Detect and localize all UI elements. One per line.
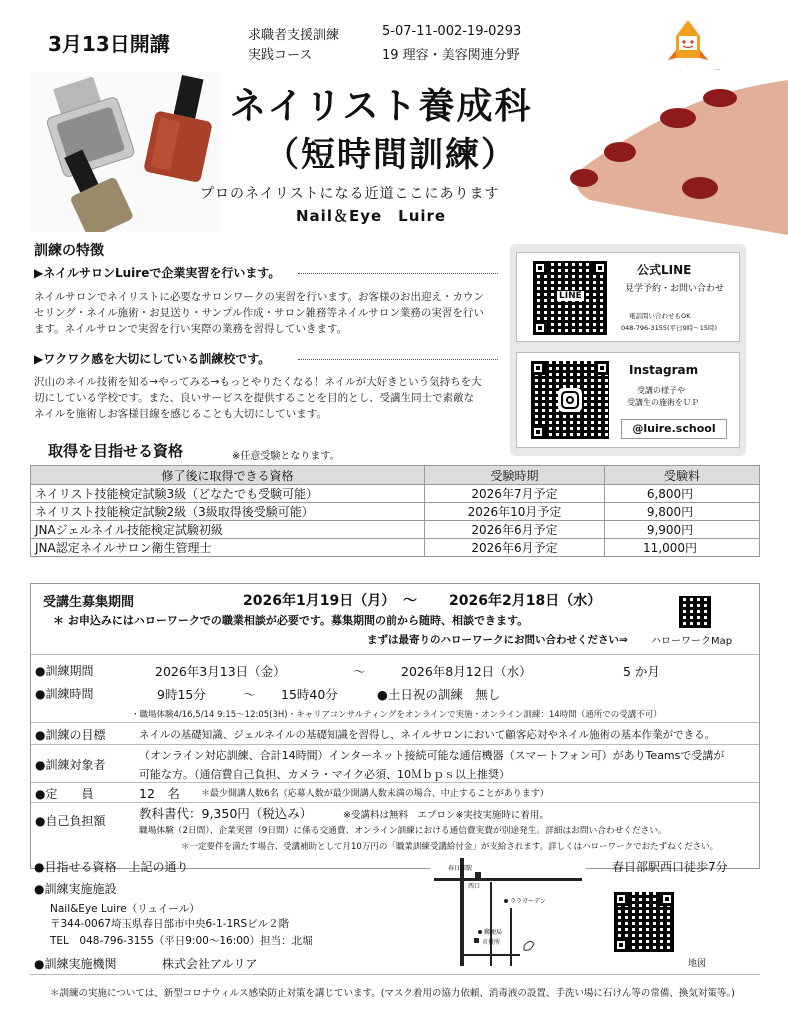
line-card <box>516 252 740 342</box>
station-access: 春日部駅西口徒歩7分 <box>612 860 728 874</box>
instagram-icon <box>558 388 582 412</box>
table-header-row <box>31 466 760 485</box>
page-title: ネイリスト養成科 <box>230 86 533 127</box>
instagram-desc-2: 受講生の施術をＵＰ <box>627 398 699 407</box>
dotted-divider <box>298 273 498 274</box>
map-label-city-hall: 市役所 <box>482 939 501 946</box>
exam-fee: 11,000円 <box>605 539 760 557</box>
recruit-period-end: 2026年2月18日（水） <box>449 593 602 609</box>
line-note: 電話問い合わせもOK <box>629 312 691 320</box>
exam-period: 2026年7月予定 <box>425 485 605 503</box>
training-period-end: 2026年8月12日（水） <box>401 664 532 679</box>
brand-name: Nail＆Eye Luire <box>296 207 447 225</box>
training-hours-note: ・職場体験4/16,5/14 9:15〜12:05(3H)・キャリアコンサルティングをオンラインで実施・オンライン訓練：14時間（通所での受講不可） <box>131 710 662 720</box>
map-caption: 地図 <box>688 959 707 969</box>
table-row <box>31 485 760 503</box>
table-row <box>31 521 760 539</box>
facility-name: Nail&Eye Luire（リュイール） <box>50 903 200 915</box>
location-map <box>430 858 586 966</box>
weekend-training: ●土日祝の訓練 無し <box>377 687 501 702</box>
cost-note-3: ＊一定要件を満たす場合、受講補助として月10万円の「職業訓練受講給付金」が支給されます。詳しくはハローワークでおたずねください。 <box>181 842 719 852</box>
map-label-lalagarden: ララガーデン <box>510 898 546 905</box>
course-label: 実践コース <box>248 48 313 63</box>
cert-name: JNAジェルネイル技能検定試験初級 <box>31 521 425 539</box>
training-hours-label: ●訓練時間 <box>35 687 94 701</box>
feature-text-line: 切にしている学校です。また、良いサービスを提供することを目的とし、受講生同士で素敵な <box>34 392 475 404</box>
organization-name: 株式会社アルリア <box>162 957 258 971</box>
footer-divider <box>30 974 760 975</box>
cost-note-1: ※受講料は無料 エプロン※実技実施時に着用。 <box>343 810 549 821</box>
row-divider <box>31 782 759 783</box>
cert-name: ネイリスト技能検定試験3級（どなたでも受験可能） <box>31 485 425 503</box>
exam-period: 2026年6月予定 <box>425 521 605 539</box>
facility-address: 〒344-0067埼玉県春日部市中央6-1-1RSビル２階 <box>50 918 290 930</box>
footer-note: ＊訓練の実施については、新型コロナウィルス感染防止対策を講じています。(マスク着用の協力依頼、消毒液の設置、手洗い場に石けん等の常備、換気対策等。) <box>50 988 735 999</box>
cost-value: 教科書代：9,350円（税込み） <box>139 806 313 821</box>
hello-training-logo <box>648 18 728 76</box>
aim-qualification: ●目指せる資格 上記の通り <box>34 860 189 874</box>
instagram-qr-code[interactable] <box>531 361 609 439</box>
training-code: 5-07-11-002-19-0293 <box>382 24 522 39</box>
table-row <box>31 539 760 557</box>
training-hours-tilde: 〜 <box>243 687 256 702</box>
cost-note-2: 職場体験（2日間）、企業実習（9日間）に係る交通費、オンライン訓練における通信費実費が別途発生。詳細はお問い合わせください。 <box>139 826 667 836</box>
qualifications-section-title: 取得を目指せる資格 <box>48 442 184 460</box>
training-period-label: ●訓練期間 <box>35 664 94 678</box>
row-divider <box>31 744 759 745</box>
cert-name: ネイリスト技能検定試験2級（3級取得後受験可能） <box>31 503 425 521</box>
exam-fee: 9,800円 <box>605 503 760 521</box>
instagram-handle[interactable]: @luire.school <box>621 419 727 439</box>
hellowork-map-link[interactable]: ハローワークMap <box>651 636 733 647</box>
map-label-west-exit: 西口 <box>468 883 481 890</box>
qualifications-table <box>30 465 760 557</box>
recruit-period-tilde: 〜 <box>403 593 417 609</box>
hellowork-map-qr-code[interactable] <box>679 596 711 628</box>
feature-text-line: 沢山のネイル技術を知る→やってみる→もっとやりたくなる！ネイルが大好きという気持ちを大 <box>34 376 482 388</box>
map-label-station: 春日部駅 <box>448 865 473 872</box>
training-target-line-1: （オンライン対応訓練、合計14時間）インターネット接続可能な通信機器（スマートフォン可）がありTeamsで受講が <box>139 749 725 762</box>
training-period-tilde: 〜 <box>353 664 366 679</box>
page-title-sub: （短時間訓練） <box>265 135 517 175</box>
organization-label: ●訓練実施機関 <box>34 957 117 971</box>
exam-period: 2026年6月予定 <box>425 539 605 557</box>
training-goal-text: ネイルの基礎知識、ジェルネイルの基礎知識を習得し、ネイルサロンにおいて顧客応対やネイル施術の基本作業ができる。 <box>139 729 716 741</box>
line-title: 公式LINE <box>637 263 692 277</box>
line-qr-label: LINE <box>559 291 582 301</box>
recruit-period-start: 2026年1月19日（月） <box>243 593 396 609</box>
line-qr-code[interactable] <box>533 261 607 335</box>
capacity-label: ●定 員 <box>35 787 94 801</box>
tagline: プロのネイリストになる近道ここにあります <box>200 186 500 202</box>
nail-polish-bottles-image <box>30 72 220 232</box>
map-label-post-office: 郵便局 <box>484 929 503 936</box>
row-divider <box>31 722 759 723</box>
feature-text-line: ます。ネイルサロンで実習を行い実際の業務を習得していきます。 <box>34 323 348 335</box>
training-hours-start: 9時15分 <box>157 687 206 702</box>
map-qr-code[interactable] <box>614 892 674 952</box>
column-header: 修了後に取得できる資格 <box>31 466 425 485</box>
row-divider <box>31 654 759 655</box>
cert-name: JNA認定ネイルサロン衛生管理士 <box>31 539 425 557</box>
hand-red-nails-image <box>560 70 788 240</box>
recruitment-box <box>30 583 760 869</box>
course-field: 19 理容・美容関連分野 <box>382 48 520 63</box>
training-hours-end: 15時40分 <box>281 687 338 702</box>
column-header: 受験時期 <box>425 466 605 485</box>
exam-fee: 6,800円 <box>605 485 760 503</box>
exam-period: 2026年10月予定 <box>425 503 605 521</box>
instagram-title: Instagram <box>629 363 699 377</box>
line-desc: 見学予約・お問い合わせ <box>625 284 725 294</box>
recruit-period-label: 受講生募集期間 <box>43 595 135 610</box>
feature-text-line: ネイルを施術しお客様目線を感じることも大切にしています。 <box>34 408 327 420</box>
feature-text-line: セリング・ネイル施術・お見送り・サンプル作成・サロン雑務等ネイルサロン業務の実習を行い <box>34 307 484 319</box>
column-header: 受験料 <box>605 466 760 485</box>
feature-text-2 <box>34 374 504 422</box>
exam-fee: 9,900円 <box>605 521 760 539</box>
training-period-start: 2026年3月13日（金） <box>155 664 286 679</box>
rocket-icon <box>648 18 728 64</box>
feature-text-line: ネイルサロンでネイリストに必要なサロンワークの実習を行います。お客様のお出迎え・カウン <box>34 291 485 303</box>
dotted-divider <box>298 359 498 360</box>
capacity-value: 12 名 <box>139 786 180 801</box>
facility-phone: TEL 048-796-3155（平日9:00〜16:00）担当：北堀 <box>50 935 313 947</box>
qualifications-note: ※任意受験となります。 <box>232 451 340 462</box>
instagram-desc-1: 受講の様子や <box>637 386 685 395</box>
capacity-note: ＊最少開講人数6名（応募人数が最少開講人数未満の場合、中止することがあります） <box>201 789 549 799</box>
facility-label: ●訓練実施施設 <box>34 882 117 896</box>
features-section-title: 訓練の特徴 <box>34 243 104 259</box>
table-row <box>31 503 760 521</box>
cost-label: ●自己負担額 <box>35 814 106 828</box>
start-date: 3月13日開講 <box>48 32 170 56</box>
row-divider <box>31 802 759 803</box>
training-goal-label: ●訓練の目標 <box>35 728 106 742</box>
line-phone: 048-796-3155(平日9時〜15時) <box>621 324 718 332</box>
training-type-label: 求職者支援訓練 <box>248 28 340 43</box>
contact-qr-panel <box>510 244 746 456</box>
feature-heading-2: ▶ワクワク感を大切にしている訓練校です。 <box>34 352 271 366</box>
training-target-label: ●訓練対象者 <box>35 758 106 772</box>
hellowork-note: まずは最寄りのハローワークにお問い合わせください⇒ <box>367 634 628 646</box>
recruit-note: ＊ お申込みにはハローワークでの職業相談が必要です。募集期間の前から随時、相談できます。 <box>53 614 529 627</box>
instagram-card <box>516 352 740 448</box>
feature-heading-1: ▶ネイルサロンLuireで企業実習を行います。 <box>34 266 281 280</box>
feature-text-1 <box>34 289 504 337</box>
training-period-months: 5 か月 <box>623 664 660 679</box>
training-target-line-2: 可能な方。（通信費自己負担、カメラ・マイク必須、10Ｍｂｐｓ以上推奨） <box>139 768 511 781</box>
